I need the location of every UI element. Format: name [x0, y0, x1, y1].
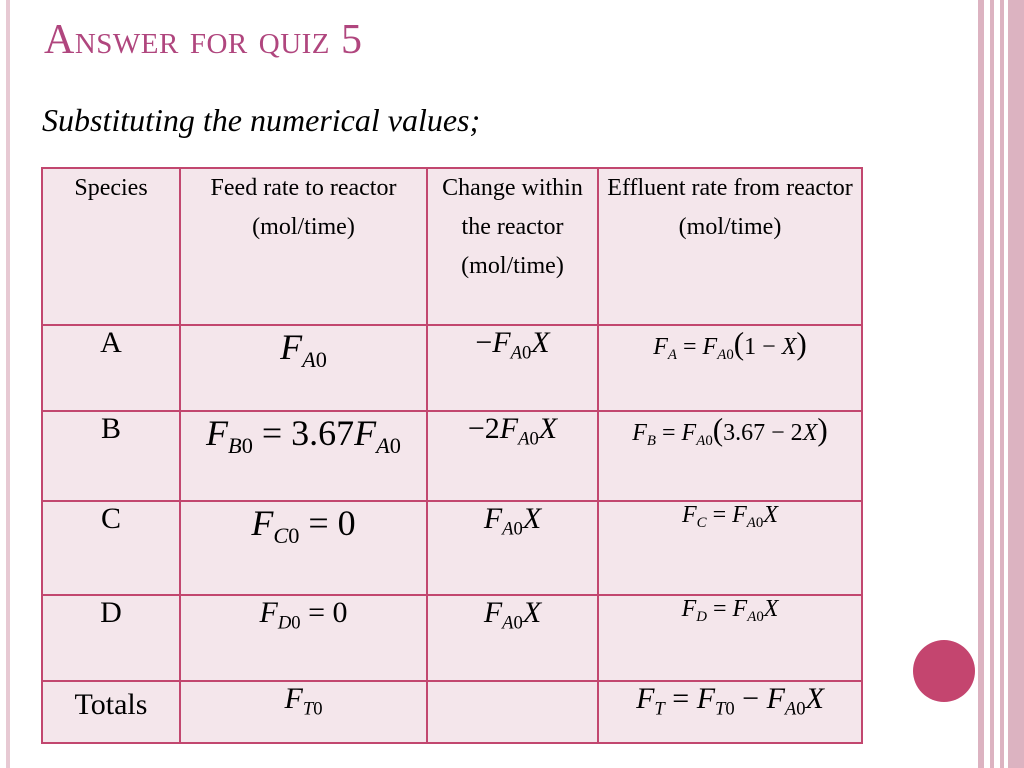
effluent-rate-cell: [598, 595, 862, 681]
feed-rate-cell: [180, 501, 427, 595]
effluent-formula: $F_A = F_{A0}(1 - X)$: [653, 326, 807, 364]
feed-rate-cell: [180, 681, 427, 743]
feed-rate-formula: $F_{A0}$: [280, 327, 327, 372]
table-header-row: [42, 168, 862, 325]
effluent-formula: $F_B = F_{A0}(3.67 - 2X)$: [632, 412, 828, 450]
table-row: [42, 411, 862, 501]
feed-rate-formula: $F_{B0} = 3.67F_{A0}$: [206, 413, 401, 458]
right-decorative-stripes: [978, 0, 1024, 768]
change-cell: [427, 501, 598, 595]
species-cell: A: [42, 325, 180, 411]
feed-rate-cell: [180, 411, 427, 501]
species-cell: Totals: [42, 681, 180, 743]
change-cell: [427, 681, 598, 743]
effluent-formula: $F_C = F_{A0}X$: [681, 502, 778, 532]
species-cell: C: [42, 501, 180, 595]
change-cell: [427, 411, 598, 501]
species-cell: B: [42, 411, 180, 501]
effluent-rate-cell: [598, 325, 862, 411]
table-row: [42, 501, 862, 595]
change-formula: $F_{A0}X$: [483, 502, 542, 540]
feed-rate-cell: [180, 325, 427, 411]
feed-rate-formula: $F_{D0} = 0$: [259, 596, 348, 634]
table-row: [42, 595, 862, 681]
header-species: Species: [42, 168, 180, 325]
left-border-line: [6, 0, 10, 768]
header-feed-rate: Feed rate to reactor (mol/time): [180, 168, 427, 325]
effluent-rate-cell: [598, 411, 862, 501]
table-row: [42, 325, 862, 411]
species-cell: D: [42, 595, 180, 681]
header-effluent-rate: Effluent rate from reactor (mol/time): [598, 168, 862, 325]
feed-rate-formula: $F_{C0} = 0$: [251, 503, 356, 548]
slide-title: Answer for quiz 5: [44, 17, 363, 63]
slide-subtitle: Substituting the numerical values;: [42, 102, 481, 138]
change-formula: $F_{A0}X$: [483, 596, 542, 634]
effluent-rate-cell: [598, 501, 862, 595]
table-totals-row: [42, 681, 862, 743]
mole-balance-table: [41, 167, 863, 744]
effluent-formula: $F_T = F_{T0} - F_{A0}X$: [636, 682, 824, 720]
change-formula: $-F_{A0}X$: [475, 326, 550, 364]
feed-rate-cell: [180, 595, 427, 681]
effluent-formula: $F_D = F_{A0}X$: [681, 596, 779, 626]
change-cell: [427, 325, 598, 411]
header-change: Change within the reactor (mol/time): [427, 168, 598, 325]
effluent-rate-cell: [598, 681, 862, 743]
feed-rate-formula: $F_{T0}$: [284, 682, 323, 720]
accent-circle: [913, 640, 975, 702]
change-formula: $-2F_{A0}X$: [467, 412, 558, 450]
change-cell: [427, 595, 598, 681]
